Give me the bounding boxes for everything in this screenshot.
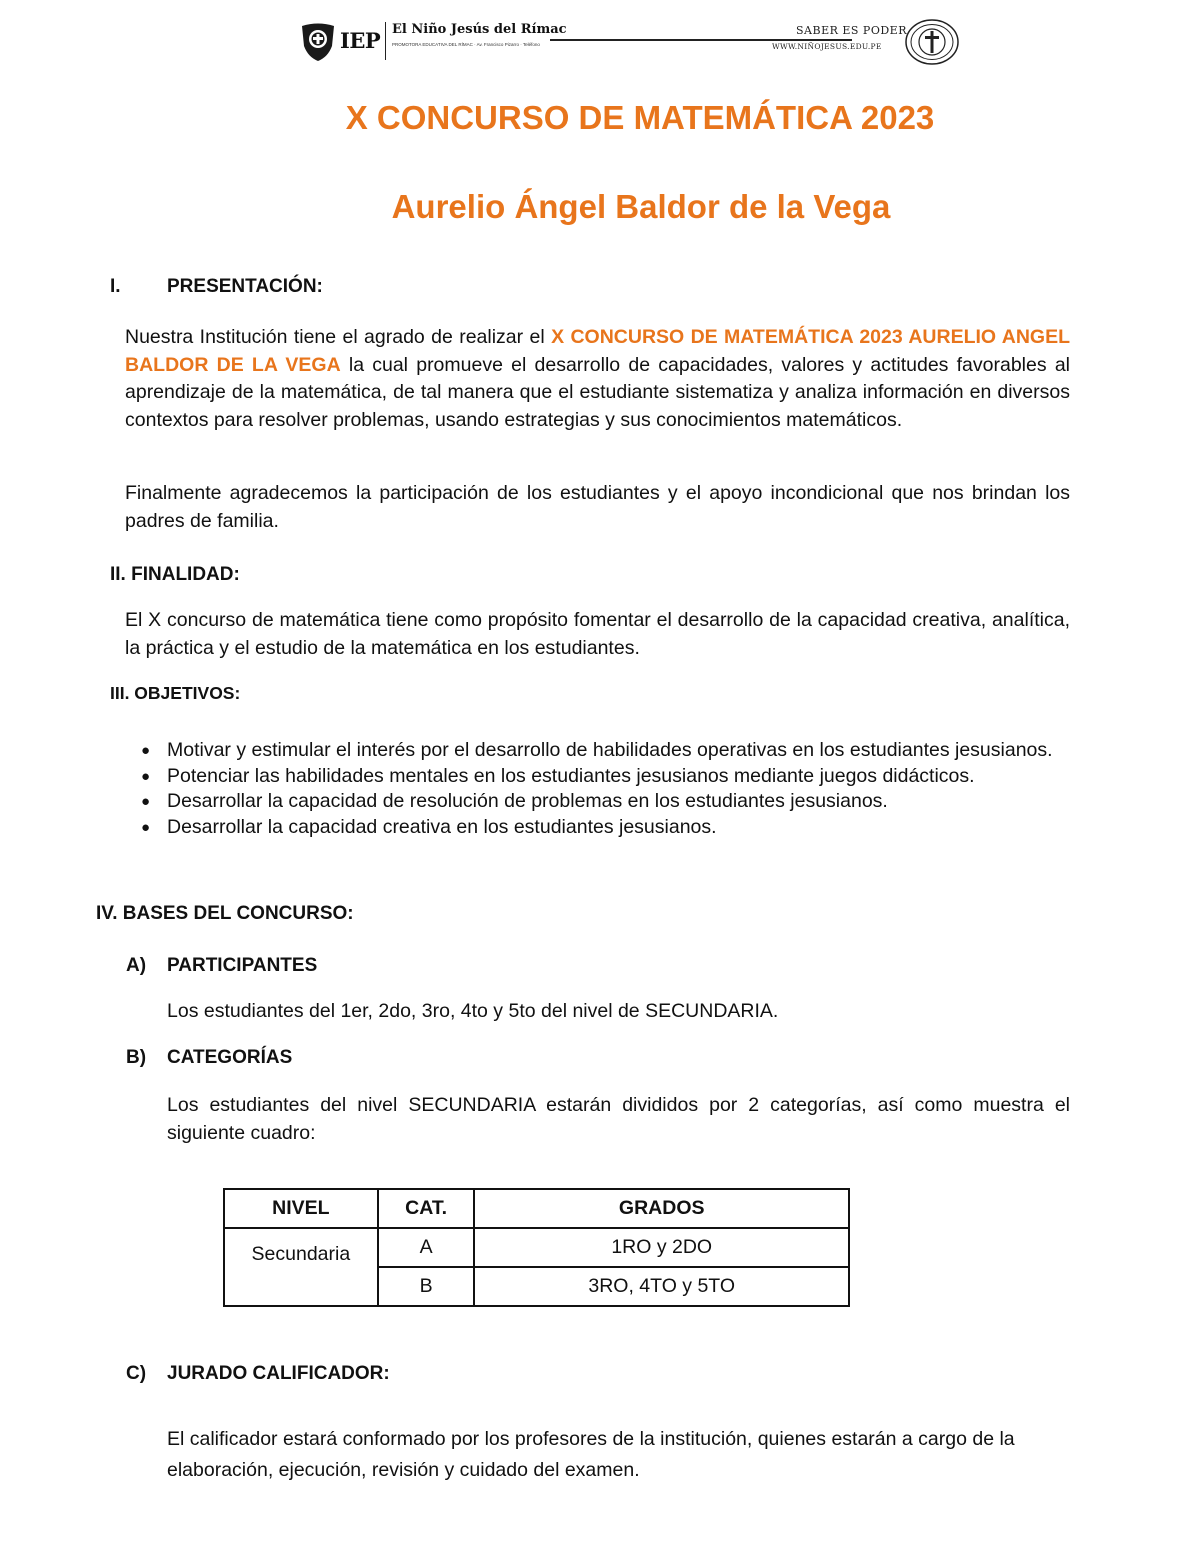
table-header-cell: GRADOS xyxy=(474,1189,849,1228)
presentacion-text-start: Nuestra Institución tiene el agrado de realizar el xyxy=(125,326,552,348)
table-header-cell: CAT. xyxy=(378,1189,475,1228)
jurado-paragraph: El calificador estará conformado por los profesores de la institución, quienes estarán a cargo de la elaboración, ejecución, revisión y cuidado del examen. xyxy=(167,1428,1015,1481)
subsection-heading-participantes: PARTICIPANTES xyxy=(167,955,318,976)
objective-text: Potenciar las habilidades mentales en los estudiantes jesusianos mediante juegos didácticos. xyxy=(167,764,975,787)
categories-table xyxy=(223,1188,850,1307)
presentacion-text-end: la cual promueve el desarrollo de capacidades, valores y actitudes favorables al aprendizaje de la matemática, de tal manera que el estudiante sistematiza y analiza información en diversos contextos para resolver problemas, usando estrategias y sus conocimientos matemáticos. xyxy=(125,353,1070,431)
subsection-heading-jurado: JURADO CALIFICADOR: xyxy=(167,1363,390,1384)
header-divider xyxy=(385,22,386,60)
header-rule xyxy=(550,39,852,41)
subsection-label-c: C) xyxy=(126,1363,147,1384)
document-subtitle: Aurelio Ángel Baldor de la Vega xyxy=(391,188,891,225)
finalidad-paragraph: El X concurso de matemática tiene como propósito fomentar el desarrollo de la capacidad creativa, analítica, la práctica y el estudio de la matemática en los estudiantes. xyxy=(125,609,1070,659)
list-item xyxy=(133,815,1070,841)
school-name: El Niño Jesús del Rímac xyxy=(392,22,567,37)
list-item xyxy=(133,789,1070,815)
website: WWW.NIÑOJESUS.EDU.PE xyxy=(772,42,882,51)
subsection-label-a: A) xyxy=(126,955,147,976)
table-cell-nivel: Secundaria xyxy=(224,1228,378,1306)
school-shield-logo-icon xyxy=(300,22,336,62)
objective-text: Desarrollar la capacidad creativa en los estudiantes jesusianos. xyxy=(167,815,717,838)
letterhead xyxy=(300,18,962,66)
logo-text: IEP xyxy=(340,28,381,53)
section-heading-bases: IV. BASES DEL CONCURSO: xyxy=(96,903,354,924)
table-row xyxy=(224,1228,849,1267)
section-heading-objetivos: III. OBJETIVOS: xyxy=(110,683,241,703)
motto: SABER ES PODER xyxy=(796,24,907,37)
subsection-heading-categorias: CATEGORÍAS xyxy=(167,1047,293,1068)
presentacion-paragraph-1 xyxy=(125,324,1070,434)
subsection-label-b: B) xyxy=(126,1047,147,1068)
table-header-row xyxy=(224,1189,849,1228)
objective-text: Motivar y estimular el interés por el desarrollo de habilidades operativas en los estudiantes jesusianos. xyxy=(167,739,1053,761)
categorias-paragraph: Los estudiantes del nivel SECUNDARIA estarán divididos por 2 categorías, así como muestra el siguiente cuadro: xyxy=(167,1094,1070,1144)
bullet-icon: ● xyxy=(141,742,151,759)
objectives-list xyxy=(133,738,1070,840)
bullet-icon: ● xyxy=(141,818,151,836)
bullet-icon: ● xyxy=(141,793,151,810)
objective-text: Desarrollar la capacidad de resolución de problemas en los estudiantes jesusianos. xyxy=(167,790,888,812)
bullet-icon: ● xyxy=(141,767,151,785)
section-number: I. xyxy=(110,276,121,297)
cross-seal-icon xyxy=(904,18,960,66)
table-cell-cat: A xyxy=(378,1228,475,1267)
school-details: PROMOTORA EDUCATIVA DEL RÍMAC · Av. Francisco Pizarro · Teléfono xyxy=(392,42,540,47)
section-heading-finalidad: II. FINALIDAD: xyxy=(110,564,240,585)
presentacion-contest-name: X CONCURSO DE MATEMÁTICA 2023 AURELIO ANGEL BALDOR DE LA VEGA xyxy=(125,326,1071,376)
list-item xyxy=(133,764,1070,790)
section-heading-presentacion: PRESENTACIÓN: xyxy=(167,276,323,297)
list-item xyxy=(133,738,1070,764)
document-title: X CONCURSO DE MATEMÁTICA 2023 xyxy=(345,99,935,136)
participantes-paragraph: Los estudiantes del 1er, 2do, 3ro, 4to y 5to del nivel de SECUNDARIA. xyxy=(167,1000,779,1022)
presentacion-paragraph-2: Finalmente agradecemos la participación de los estudiantes y el apoyo incondicional que nos brindan los padres de familia. xyxy=(125,482,1070,532)
table-header-cell: NIVEL xyxy=(224,1189,378,1228)
table-cell-grados: 1RO y 2DO xyxy=(474,1228,849,1267)
table-cell-cat: B xyxy=(378,1267,475,1306)
table-cell-grados: 3RO, 4TO y 5TO xyxy=(474,1267,849,1306)
